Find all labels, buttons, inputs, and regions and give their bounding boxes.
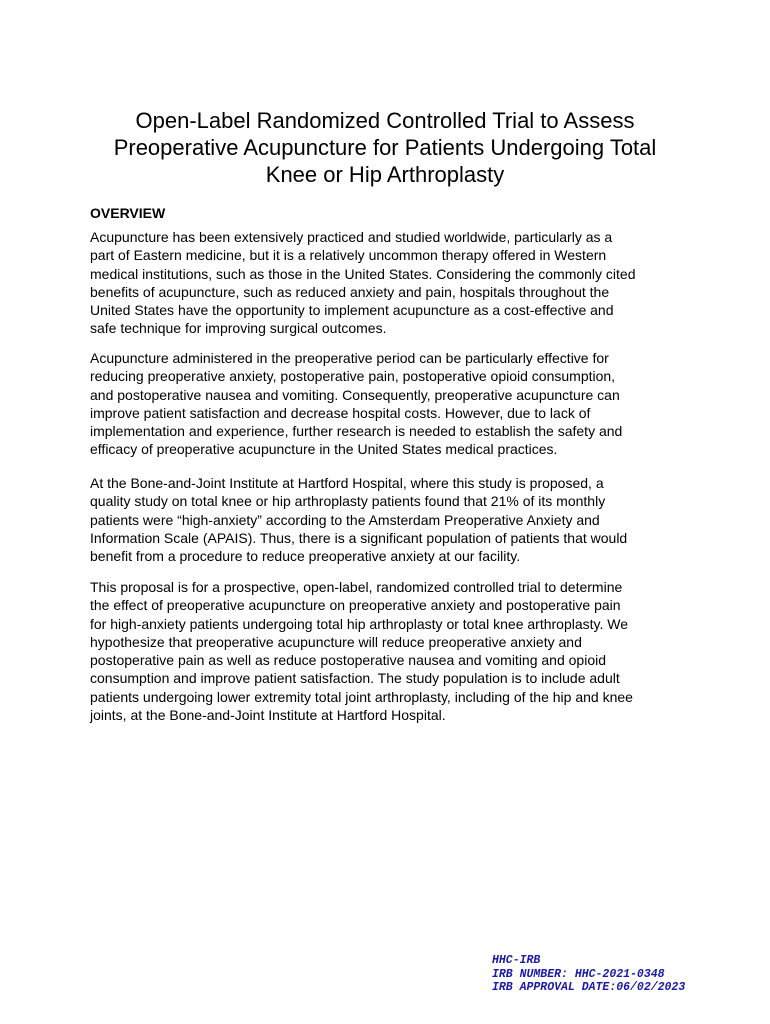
text-line: hypothesize that preoperative acupuncture will reduce preoperative anxiety and [90,633,582,650]
irb-approval-stamp [492,954,685,995]
text-line: At the Bone-and-Joint Institute at Hartford Hospital, where this study is proposed, a [90,475,604,491]
irb-number: IRB NUMBER: HHC-2021-0348 [492,967,665,981]
text-line: United States have the opportunity to implement acupuncture as a cost-effective and [90,302,614,319]
text-line: quality study on total knee or hip arthroplasty patients found that 21% of its monthly [90,493,606,510]
text-line: Information Scale (APAIS). Thus, there is a significant population of patients that would [90,529,628,546]
title-line: Knee or Hip Arthroplasty [265,162,505,187]
irb-approval-date: IRB APPROVAL DATE:06/02/2023 [492,981,686,994]
irb-stamp-line: HHC-IRB [492,954,541,967]
text-line: the effect of preoperative acupuncture on preoperative anxiety and postoperative pain [90,597,621,614]
text-line: for high-anxiety patients undergoing total hip arthroplasty or total knee arthroplasty. We [90,615,629,632]
text-line: reducing preoperative anxiety, postoperative pain, postoperative opioid consumption, [90,368,616,385]
title-line: Preoperative Acupuncture for Patients Undergoing Total [113,135,657,160]
text-line: patients were “high-anxiety” according to the Amsterdam Preoperative Anxiety and [90,511,600,528]
section-heading-overview: OVERVIEW [90,205,166,221]
text-line: postoperative pain as well as reduce postoperative nausea and vomiting and opioid [90,652,607,669]
paragraph-3 [90,474,690,565]
text-line: Acupuncture administered in the preoperative period can be particularly effective for [90,350,609,366]
paragraph-4 [90,578,690,724]
text-line: and postoperative nausea and vomiting. Consequently, preoperative acupuncture can [90,386,620,403]
title-line: Open-Label Randomized Controlled Trial to Assess [135,108,635,133]
text-line: joints, at the Bone-and-Joint Institute at Hartford Hospital. [90,707,446,724]
text-line: This proposal is for a prospective, open-label, randomized controlled trial to determine [90,579,623,595]
text-line: part of Eastern medicine, but it is a relatively uncommon therapy offered in Western [90,247,607,264]
document-title [60,107,710,188]
text-line: safe technique for improving surgical outcomes. [90,320,387,337]
text-line: patients undergoing lower extremity total joint arthroplasty, including of the hip and knee [90,688,633,705]
text-line: consumption and improve patient satisfaction. The study population is to include adult [90,670,620,687]
text-line: Acupuncture has been extensively practiced and studied worldwide, particularly as a [90,229,613,245]
paragraph-2 [90,349,690,459]
text-line: improve patient satisfaction and decrease hospital costs. However, due to lack of [90,404,591,421]
text-line: benefits of acupuncture, such as reduced anxiety and pain, hospitals throughout the [90,283,610,300]
paragraph-1 [90,228,690,338]
text-line: efficacy of preoperative acupuncture in the United States medical practices. [90,441,558,458]
text-line: benefit from a procedure to reduce preoperative anxiety at our facility. [90,548,521,565]
text-line: implementation and experience, further research is needed to establish the safety and [90,423,623,440]
text-line: medical institutions, such as those in the United States. Considering the commonly cited [90,265,636,282]
